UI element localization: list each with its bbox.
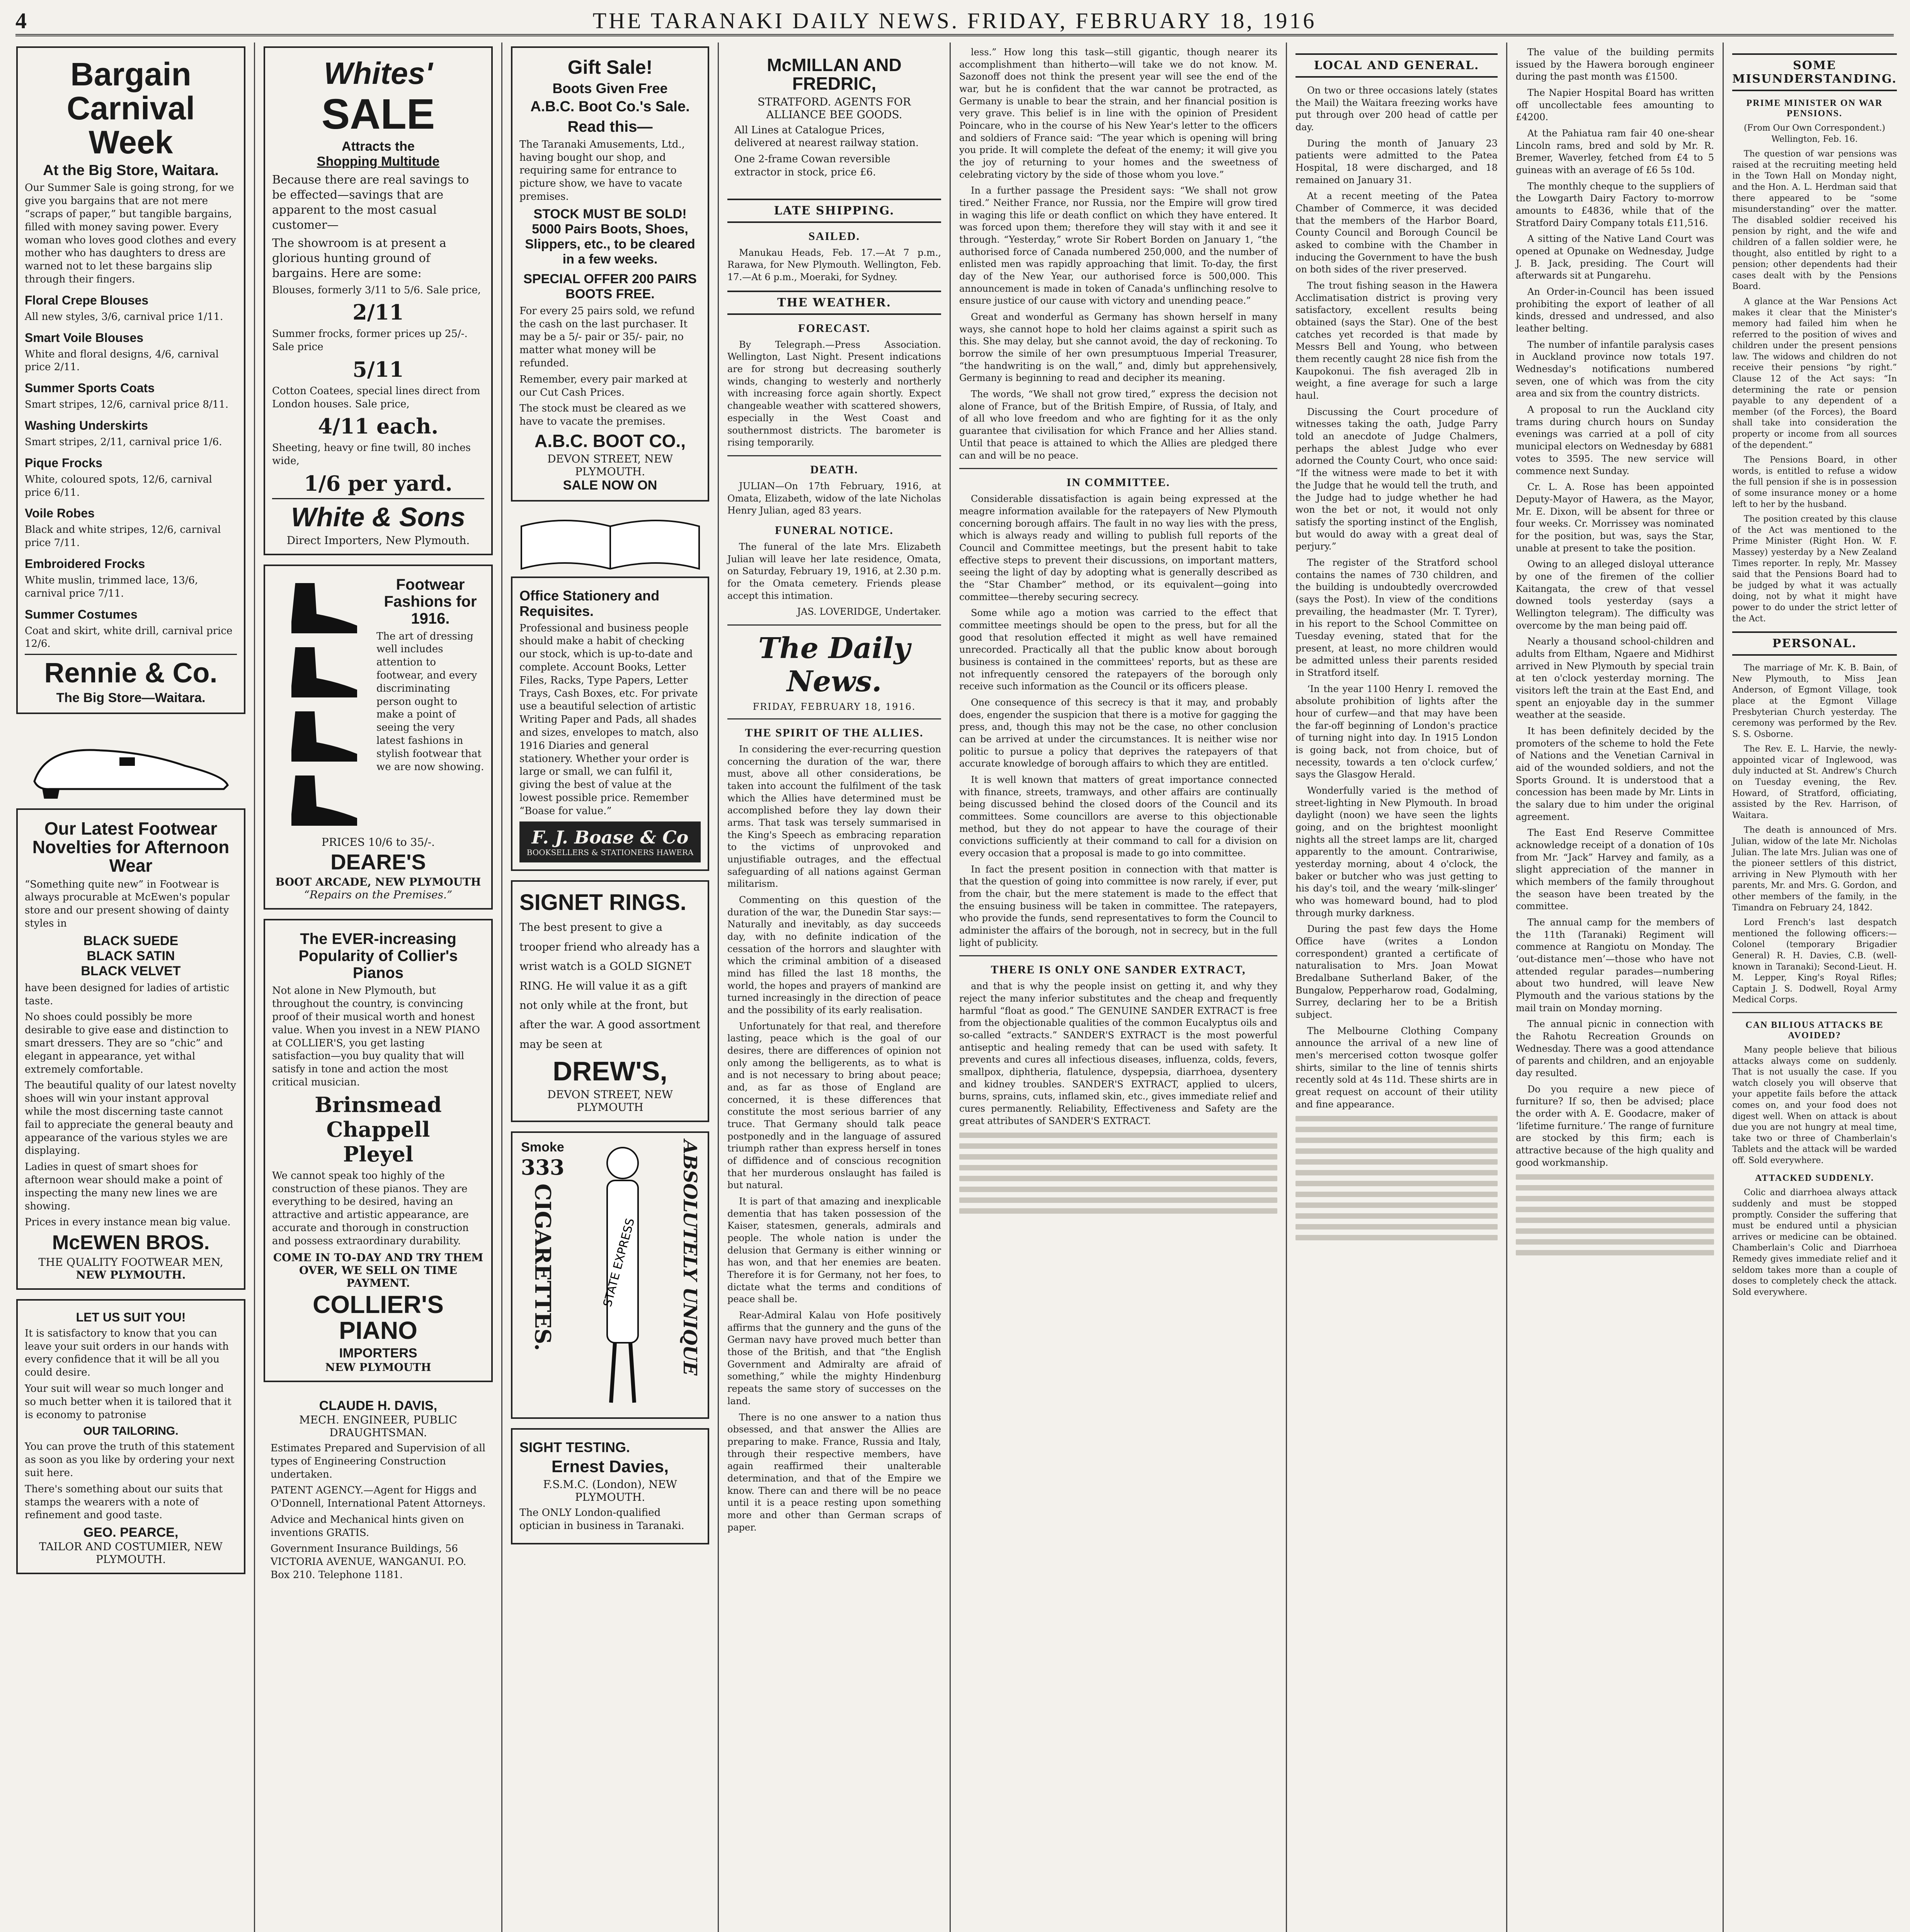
news-paragraph: The monthly cheque to the suppliers of the Lowgarth Dairy Factory to-morrow amounts to £4836, while that of the Stratford Dairy Company totals £11,516. — [1516, 180, 1714, 228]
sander-heading: THERE IS ONLY ONE SANDER EXTRACT, — [991, 963, 1246, 976]
firm-name: McEWEN BROS. — [52, 1231, 210, 1254]
engineer-title: MECH. ENGINEER, PUBLIC DRAUGHTSMAN. — [299, 1413, 457, 1439]
line-black-suede: BLACK SUEDE — [83, 933, 179, 948]
state-express-figure-icon — [584, 1140, 661, 1410]
local-general-heading: LOCAL AND GENERAL. — [1295, 53, 1498, 78]
shipping-heading: LATE SHIPPING. — [727, 199, 941, 223]
item-name: Pique Frocks — [25, 456, 102, 470]
committee-paragraph: Considerable dissatisfaction is again being expressed at the meagre information available for the ratepayers of New Plymouth concerning borough affairs. The fault in no way lies with the press, which is always ready and willing to publish full reports of the Council and Committee meetings, but the present habit to take effective steps to prevent their discussions, on important matters, seeing the light of day by adopting what is generally described as the “Star Chamber” method, or its equivalent—going into committee—thereby securing secrecy. — [959, 493, 1277, 602]
cigarettes-ad — [511, 1131, 709, 1419]
committee-paragraph: One consequence of this secrecy is that it may, and probably does, engender the suspicion that there is a motive for gagging the press, and, though this may not be the case, no other conclusion can be arrived at under the circumstances. It is neither wise nor politic to pursue a policy that deprives the ratepayers of that accurate knowledge of borough affairs to which they are entitled. — [959, 697, 1277, 769]
column-3 — [502, 43, 719, 1932]
shoe-illustration-icon — [23, 723, 239, 801]
ad-text: Because there are real savings to be effected—savings that are apparent to the most casual customer— — [272, 173, 469, 232]
news-paragraph: A glance at the War Pensions Act makes it clear that the Minister's memory had failed him when he referred to the position of wives and children under the present pensions law. The widows and children do not receive their pensions “by right.” Clause 12 of the Act says: “In determining the rate or pension payable to any dependent of a member (of the Forces), the Board shall take into consideration the property or income from all sources of the dependent.” — [1732, 296, 1897, 450]
ad-text: There's something about our suits that stamps the wearers with a note of refinement and good taste. — [25, 1483, 223, 1521]
deal-price: 5/11 — [352, 357, 404, 382]
ad-title: Our Latest Footwear Novelties for Afternoon Wear — [32, 818, 230, 876]
bilious-heading: CAN BILIOUS ATTACKS BE AVOIDED? — [1745, 1020, 1884, 1041]
brand-number: 333 — [521, 1155, 565, 1180]
item-list — [25, 293, 237, 651]
firm-town: NEW PLYMOUTH. — [76, 1268, 186, 1281]
ad-text: Not alone in New Plymouth, but throughout the country, is convincing proof of their musical worth and honest value. When you invest in a NEW PIANO at COLLIER'S, you get lasting satisfaction—you buy quality that will satisfy in tone and action the most critical musician. — [272, 985, 480, 1088]
ad-title: Footwear Fashions for 1916. — [384, 576, 477, 627]
editorial-paragraph: There is no one answer to a nation thus obsessed, and that answer the Allies are preparing to make. France, Russia and Italy, through their respective members, have again reaffirmed their unalterable determination, and that of the Empire we know. There can and there will be no peace until it is a peace resting upon something more and other than German scraps of paper. — [727, 1412, 941, 1533]
editorial-heading: THE SPIRIT OF THE ALLIES. — [745, 726, 924, 739]
news-paragraph: The annual camp for the members of the 11th (Taranaki) Regiment will commence at Rangiotu on Monday. The ‘out-distance men’—those who have not attended regular parades—numbering about two hundred, will leave New Plymouth and the various stations by the mail train on Monday morning. — [1516, 917, 1714, 1014]
firm-address: DEVON STREET, NEW PLYMOUTH. — [547, 452, 673, 478]
page-number: 4 — [15, 8, 27, 33]
ad-subheading: OUR TAILORING. — [83, 1425, 179, 1438]
firm-subtitle: Direct Importers, New Plymouth. — [286, 534, 470, 547]
open-book-icon — [514, 511, 707, 573]
item-name: Summer Sports Coats — [25, 381, 155, 395]
deal-text: Blouses, formerly 3/11 to 5/6. Sale price, — [272, 284, 481, 296]
boot-icon — [280, 707, 365, 765]
ad-text: Estimates Prepared and Supervision of all types of Engineering Construction undertaken. — [271, 1442, 486, 1480]
column-2 — [255, 43, 502, 1932]
firm-name: McMILLAN AND FREDRIC, — [767, 55, 902, 94]
news-paragraph: The position created by this clause of the Act was mentioned to the Prime Minister (Right Hon. W. F. Massey) yesterday by a New Zealand Times reporter. In reply, Mr. Massey said that the Pensions Board had to be judged by what it was actually doing, not by what it might have power to do under the strict letter of the Act. — [1732, 514, 1897, 624]
weather-text: By Telegraph.—Press Association. Wellington, Last Night. Present indications are for strong but decreasing southerly winds, changing to westerly and northerly with increasing force again shortly. Expect changeable weather with scattered showers, especially in the West Coast and southernmost districts. The barometer is rising temporarily. — [727, 339, 941, 448]
deares-footwear-ad — [264, 565, 493, 910]
text-continuation — [1516, 1174, 1714, 1255]
brand-chappell: Chappell — [326, 1117, 430, 1142]
editorial-paragraph: The words, “We shall not grow tired,” express the decision not alone of France, but of the British Empire, of Russia, of Italy, and of all who love freedom and who are fighting for it as the only guarantee that civilisation for which France and her Allies stand. Until that peace is attained to which the Allies are pledged there can and will be no peace. — [959, 389, 1277, 461]
item-name: Smart Voile Blouses — [25, 330, 144, 345]
item-name: Summer Costumes — [25, 607, 138, 621]
deal-row — [272, 385, 484, 439]
ad-text: One 2-frame Cowan reversible extractor in stock, price £6. — [734, 153, 890, 178]
figure-label: STATE EXPRESS — [600, 1216, 637, 1308]
firm-name: A.B.C. Boot Co.'s Sale. — [530, 99, 690, 115]
firm-name: GEO. PEARCE, — [83, 1525, 179, 1540]
firm-subtitle: TAILOR AND COSTUMIER, NEW PLYMOUTH. — [39, 1540, 223, 1566]
ad-text: Professional and business people should make a habit of checking our stock, which is up-to-date and complete. Account Books, Letter Files, Racks, Type Papers, Letter Trays, Cash Boxes, etc. For private use a beautiful selection of artistic Writing Paper and Pads, all shades and sizes, envelopes to match, also 1916 Diaries and general stationery. Whether your order is large or small, we can fulfil it, giving the best of value at the lowest possible price. Remember “Boase for value.” — [519, 622, 699, 817]
boase-logo — [519, 821, 701, 862]
column-5 — [951, 43, 1287, 1932]
ad-text: PATENT AGENCY.—Agent for Higgs and O'Donnell, International Patent Attorneys. — [271, 1485, 486, 1510]
item-name: Voile Robes — [25, 506, 95, 520]
deal-row — [272, 328, 484, 382]
ad-title: SALE — [321, 90, 435, 138]
column-1 — [8, 43, 255, 1932]
ad-text: We cannot speak too highly of the construction of these pianos. They are everything to be desired, having an attractive and artistic appearance, are accurate and thorough in construction and possess extraordinary durability. — [272, 1170, 469, 1247]
news-paragraph: Wonderfully varied is the method of street-lighting in New Plymouth. In broad daylight (noon) we have seen the lights going, and on the brightest moonlight nights all the street lamps are lit, charged apparently to the amount. Contrariwise, yesterday morning, about 4 o'clock, the baker or butcher who was just getting to his day's toil, and the weary ‘milk-slinger’ who was homeward bound, had to plod through murky darkness. — [1295, 785, 1498, 918]
firm-name: White & Sons — [272, 498, 484, 532]
firm-subtitle: STRATFORD. AGENTS FOR ALLIANCE BEE GOODS. — [758, 95, 911, 121]
news-paragraph: The question of war pensions was raised at the recruiting meeting held in the Town Hall on Monday night, and the Hon. A. L. Herdman said that there appeared to be “some misunderstanding” over the matter. The disabled soldier received his pension by right, and the wife and children of a fallen soldier were, he thought, also entitled by right to a pension; other dependents had their cases dealt with by the Pensions Board. — [1732, 149, 1897, 292]
deal-price: 1/6 per yard. — [304, 471, 453, 496]
line-black-velvet: BLACK VELVET — [81, 963, 181, 978]
item-name: Embroidered Frocks — [25, 556, 145, 571]
ad-title: SIGHT TESTING. — [519, 1439, 630, 1455]
news-paragraph: During the month of January 23 patients were admitted to the Patea Hospital, 18 were discharged, and 18 remained on January 31. — [1295, 138, 1498, 185]
news-paragraph: Lord French's last despatch mentioned the following officers:—Colonel (temporary Brigadier General) R. H. Davies, C.B. (well-known in Taranaki); Second-Lieut. H. M. Lepper, King's Royal Rifles; Captain J. S. Dodwell, Royal Army Medical Corps. — [1732, 918, 1897, 1005]
deal-row — [272, 284, 484, 325]
news-paragraph: At a recent meeting of the Patea Chamber of Commerce, it was decided that the members of the Harbor Board, County Council and Borough Council be asked to combine with the Chamber in inducing the Government to have the bush on both sides of the river preserved. — [1295, 190, 1498, 275]
ad-text: All Lines at Catalogue Prices, delivered at nearest railway station. — [734, 124, 919, 149]
mcmillan-fredric-ad — [727, 46, 941, 189]
shipping-subheading: SAILED. — [808, 230, 860, 243]
ad-tagline: “Repairs on the Premises.” — [304, 888, 453, 901]
footwear-novelties-ad — [16, 808, 245, 1290]
ad-highlight: SPECIAL OFFER 200 PAIRS BOOTS FREE. — [523, 271, 697, 301]
firm-subtitle: IMPORTERS — [339, 1345, 417, 1361]
news-paragraph: At the Pahiatua ram fair 40 one-shear Lincoln rams, bred and sold by Mr. R. Bremer, Waverley, fetched from £4 to 5 guineas with an average of £6 5s 10d. — [1516, 128, 1714, 176]
committee-paragraph: In fact the present position in connection with that matter is that the question of going into committee is now rarely, if ever, put from the chair, but the mere statement is made to the effect that the ensuing business will be taken in committee. The ratepayers, who provide the funds, send representatives to form the Council to administer the affairs of the borough, not in secrecy, but in the full light of publicity. — [959, 864, 1277, 948]
brand-pleyel: Pleyel — [343, 1141, 414, 1167]
weather-heading: THE WEATHER. — [727, 291, 941, 315]
ad-text: have been designed for ladies of artistic taste. — [25, 982, 230, 1007]
logo-subtitle: BOOKSELLERS & STATIONERS HAWERA — [526, 848, 694, 857]
ad-text: The stock must be cleared as we have to vacate the premises. — [519, 403, 686, 428]
shipping-text: Manukau Heads, Feb. 17.—At 7 p.m., Rarawa, for New Plymouth. Wellington, Feb. 17.—At 6 p.m., Moeraki, for Sydney. — [727, 247, 941, 283]
office-stationery-ad — [511, 577, 709, 871]
item-desc: Smart stripes, 2/11, carnival price 1/6. — [25, 436, 222, 448]
ad-text: Remember, every pair marked at our Cut Cash Prices. — [519, 373, 688, 398]
ad-title: SIGNET RINGS. — [519, 890, 686, 915]
column-4 — [719, 43, 951, 1932]
attacked-suddenly-text: Colic and diarrhoea always attack suddenly and must be stopped promptly. Consider the suffering that must be endured until a physician arrives or medicine can be obtained. Chamberlain's Colic and Diarrhoea Remedy gives immediate relief and it seldom takes more than a couple of doses to completely check the attack. Sold everywhere. — [1732, 1188, 1897, 1297]
editorial-paragraph: In considering the ever-recurring question concerning the duration of the war, there must, above all other considerations, be taken into account the fulfilment of the task which the Allies have determined must be accomplished before they lay down their arms. That task was tersely summarised in the King's Speech as embracing reparation to the victims of unprovoked and unjustifiable outrages, and the effectual safeguarding of all nations against German militarism. — [727, 743, 941, 889]
news-paragraph: The trout fishing season in the Hawera Acclimatisation district is proving very satisfactory, excellent results being obtained (says the Star). One of the best catches yet recorded is that made by Messrs Bell and Young, who between them recently caught 28 nice fish from the Kaupokonui. The fish averaged 2lb in weight, a fine average for such a large haul. — [1295, 280, 1498, 401]
ad-text: The art of dressing well includes attention to footwear, and every discriminating person ought to make a point of seeing the very latest fashions in stylish footwear that we are now showing. — [376, 630, 484, 773]
sale-now-on: SALE NOW ON — [563, 478, 657, 493]
brand-brinsmead: Brinsmead — [315, 1092, 442, 1117]
text-continuation — [1295, 1116, 1498, 1240]
item-desc: Black and white stripes, 12/6, carnival price 7/11. — [25, 524, 221, 549]
colliers-pianos-ad — [264, 919, 493, 1382]
boot-icon — [280, 643, 365, 701]
news-paragraph: The number of infantile paralysis cases in Auckland province now totals 197. Wednesday's notifications numbered seven, one of which was from the city area and six from the country districts. — [1516, 339, 1714, 399]
edition-date: FRIDAY, FEBRUARY 18, 1916. — [752, 701, 916, 712]
editorial-paragraph: Rear-Admiral Kalau von Hofe positively affirms that the gunnery and the guns of the German navy have proved much better than those of the British, and that “the English Government and Admiralty are afraid of something,” while the mighty Hindenburg repeats the same story of successes on the land. — [727, 1310, 941, 1406]
death-notice: JULIAN—On 17th February, 1916, at Omata, Elizabeth, widow of the late Nicholas Henry Julian, aged 83 years. — [727, 480, 941, 516]
news-paragraph: Nearly a thousand school-children and adults from Eltham, Ngaere and Midhirst arrived in New Plymouth by special train at ten o'clock yesterday morning. The visitors left the train at the East End, and spent an enjoyable day in the summer weather at the seaside. — [1516, 636, 1714, 721]
text-continuation — [959, 1133, 1277, 1214]
ad-title: Office Stationery and Requisites. — [519, 588, 660, 619]
news-paragraph: Cr. L. A. Rose has been appointed Deputy-Mayor of Hawera, as the Mayor, Mr. E. Dixon, will be absent for three or four weeks. Cr. Morrissey was nominated for the position, but was, says the Star, unable at present to take the position. — [1516, 481, 1714, 554]
ad-text: The ONLY London-qualified optician in business in Taranaki. — [519, 1507, 684, 1532]
ad-text: The beautiful quality of our latest novelty shoes will win your instant approval while the most discerning taste cannot fail to appreciate the general beauty and appearance of the various styles we are displaying. — [25, 1080, 236, 1157]
ad-text: Government Insurance Buildings, 56 VICTORIA AVENUE, WANGANUI. P.O. Box 210. Telephone 1181. — [271, 1543, 466, 1581]
deal-text: Sheeting, heavy or fine twill, 80 inches wide, — [272, 442, 471, 467]
price-range: PRICES 10/6 to 35/-. — [321, 835, 435, 849]
column-8 — [1724, 43, 1905, 1932]
editorial-paragraph: Commenting on this question of the duration of the war, the Dunedin Star says:—Naturally and inevitably, as day succeeds day, with no definite indication of the cessation of the horrors and slaughter with which the criminal ambition of a diseased mind has filled the last 18 months, the world, the hopes and prayers of mankind are turned increasingly in the direction of peace and the possibility of its early realisation. — [727, 894, 941, 1015]
news-paragraph: The Rev. E. L. Harvie, the newly-appointed vicar of Inglewood, was duly inducted at St. Andrew's Church on Tuesday evening, the Rev. Howard, of Stratford, officiating, assisted by the Rev. Harrison, of Waitara. — [1732, 744, 1897, 820]
firm-subtitle: THE QUALITY FOOTWEAR MEN, — [38, 1255, 223, 1269]
editorial-paragraph: It is part of that amazing and inexplicable dementia that has taken possession of the Kaiser, statesmen, generals, admirals and people. The whole nation is under the delusion that Germany is either winning or has won, and that her enemies are beaten. Therefore it is for Germany, not her foes, to dictate what the terms and conditions of peace shall be. — [727, 1196, 941, 1305]
ad-text: For every 25 pairs sold, we refund the cash on the last purchaser. It may be a 5/- pair or 35/- pair, no matter what money will be refunded. — [519, 305, 695, 369]
firm-name: A.B.C. BOOT CO., — [535, 431, 686, 451]
news-paragraph: The value of the building permits issued by the Hawera borough engineer during the past month was £1500. — [1516, 47, 1714, 82]
whites-sale-ad — [264, 46, 493, 555]
misunderstanding-heading: SOME MISUNDERSTANDING. — [1732, 53, 1897, 91]
cigarettes-label: CIGARETTES. — [530, 1183, 555, 1351]
smoke-label: Smoke — [521, 1139, 564, 1155]
news-paragraph: The East End Reserve Committee acknowledge receipt of a donation of 10s from Mr. “Jack” Harvey and family, as a slight appreciation of the manner in which members of the family throughout the season have been treated by the committee. — [1516, 827, 1714, 912]
ad-subtitle: Boots Given Free — [552, 80, 668, 96]
bargain-carnival-ad — [16, 46, 245, 714]
ad-title: Bargain Carnival Week — [66, 56, 195, 161]
masthead-title: THE TARANAKI DAILY NEWS. FRIDAY, FEBRUARY 18, 1916 — [592, 8, 1317, 33]
funeral-notice: The funeral of the late Mrs. Elizabeth Julian will leave her late residence, Omata, on Saturday, February 19, 1916, at 2.30 p.m. for the Omata cemetery. Friends please accept this intimation. — [727, 541, 941, 601]
sander-text: and that is why the people insist on getting it, and why they reject the many inferior substitutes and the cheap and frequently harmful “float as good.” The GENUINE SANDER EXTRACT is free from the objectionable qualities of the common Eucalyptus oils and so-called “extracts.” SANDER'S EXTRACT is the most powerful antiseptic and healing remedy that can be used with safety. It prevents and cures all infectious diseases, influenza, colds, fevers, smallpox, diphtheria, flatulence, dyspepsia, diarrhoea, dysentery and kidney troubles. SANDER'S EXTRACT, applied to ulcers, burns, sprains, cuts, inflamed skin, etc., gives immediate relief and cures permanently. Reliability, Effectiveness and Safety are the great attributes of SANDER'S EXTRACT. — [959, 981, 1277, 1126]
ad-tagline: Shopping Multitude — [317, 154, 440, 169]
firm-name: DREW'S, — [553, 1056, 667, 1087]
item-desc: Smart stripes, 12/6, carnival price 8/11. — [25, 399, 229, 411]
ad-text: Ladies in quest of smart shoes for afternoon wear should make a point of inspecting the many new lines we are showing. — [25, 1161, 222, 1212]
item-desc: Coat and skirt, white drill, carnival price 12/6. — [25, 625, 233, 650]
news-paragraph: It has been definitely decided by the promoters of the scheme to hold the Fete of Nations and the Venetian Carnival in aid of the wounded soldiers, and not the Sports Ground. It is understood that a concession has been made by Mr. Lints in the salary due to him under the original agreement. — [1516, 725, 1714, 822]
bilious-text: Many people believe that bilious attacks always come on suddenly. That is not usually the case. If you watch closely you will observe that your appetite fails before the attack comes on, and your food does not digest well. When on attack is about due you are not hungry at meal time, take two or three of Chamberlain's Tablets and the attack will be warded off. Sold everywhere. — [1732, 1045, 1897, 1165]
editorial-paragraph: Unfortunately for that real, and therefore lasting, peace which is the goal of our desires, there are differences of opinion not only among the belligerents, as to what is and is not necessary to bring about peace; and, as far as those of England are concerned, it is these differences that constitute the most serious barrier of any truce. That Germany should talk peace postponedly and in the language of assured triumph rather than express herself in tones of diffidence and of conscious recognition that her murderous onslaught has failed is but natural. — [727, 1020, 941, 1191]
committee-paragraph: Some while ago a motion was carried to the effect that committee meetings should be open to the press, but for all the good that resolution effected it might as well have remained unrecorded. Practically all that the public know about borough business is contained in the committees' reports, but as these are not infrequently censored the ratepayers of the borough only receive such information as the Council or its officers please. — [959, 607, 1277, 692]
ad-title: The EVER-increasing Popularity of Collier's Pianos — [298, 930, 458, 982]
sight-testing-ad — [511, 1428, 709, 1544]
editorial-paragraph: Great and wonderful as Germany has shown herself in many ways, she cannot hope to hold her claims against a spirit such as this. She may delay, but she cannot avoid, the day of reckoning. To borrow the simile of her own presumptuous Imperial Treasurer, “the handwriting is on the wall,” and, dimly but apprehensively, Germany is beginning to read and decipher its meaning. — [959, 311, 1277, 384]
item-name: Floral Crepe Blouses — [25, 293, 149, 307]
committee-paragraph: It is well known that matters of great importance connected with finance, streets, tramways, and other affairs are continually being discussed behind the closed doors of the Council and its committees. Some councillors are averse to this objectionable method, but they do not appear to have the courage of their convictions sufficiently at their command to call for a division on every occasion that a proposal is made to go into committee. — [959, 774, 1277, 859]
column-6 — [1287, 43, 1507, 1932]
firm-name: Rennie & Co. — [25, 654, 237, 688]
logo-text: F. J. Boase & Co — [531, 827, 689, 848]
ad-text: Prices in every instance mean big value. — [25, 1216, 231, 1228]
deal-row — [272, 442, 484, 496]
news-paragraph: The Pensions Board, in other words, is entitled to refuse a widow the full pension if she is in possession of some insurance money or a home left to her by the husband. — [1732, 455, 1897, 509]
death-heading: DEATH. — [810, 463, 858, 476]
ad-text: You can prove the truth of this statement as soon as you like by ordering your next suit here. — [25, 1441, 235, 1479]
ad-cta: COME IN TO-DAY AND TRY THEM OVER, WE SELL ON TIME PAYMENT. — [273, 1251, 483, 1289]
ad-text: It is satisfactory to know that you can leave your suit orders in our hands with every confidence that it will be all you could desire. — [25, 1327, 229, 1379]
item-desc: White, coloured spots, 12/6, carnival price 6/11. — [25, 473, 212, 498]
personal-heading: PERSONAL. — [1732, 631, 1897, 656]
funeral-heading: FUNERAL NOTICE. — [775, 524, 894, 537]
ad-title: Gift Sale! — [567, 56, 653, 78]
correspondent-line: (From Our Own Correspondent.) Wellington, Feb. 16. — [1744, 123, 1885, 144]
editorial-paragraph: less.” How long this task—still gigantic, though nearer its accomplishment than hitherto—will take we do not know. M. Sazonoff does not think the present year will see the end of the war, but he is confident that the war cannot be protracted, as Germany is unable to bear the strain, and her financial position is very grave. This belief is in line with the opinion of President Poincare, who in the course of his New Year's letter to the officers and soldiers of France said: “The year which is opening will bring you pride. It will complete the defeat of the enemy; it will give you the joy of returning to your homes and the sweetness of celebrating victory by the side of those whom you love.” — [959, 47, 1277, 180]
masthead — [15, 7, 1894, 36]
signet-rings-ad — [511, 880, 709, 1122]
ad-intro: “Something quite new” in Footwear is always procurable at McEwen's popular store and our present showing of dainty styles in — [25, 878, 230, 929]
ad-read: Read this— — [567, 118, 653, 135]
firm-subtitle: BOOT ARCADE, NEW PLYMOUTH — [275, 876, 481, 889]
firm-name: Ernest Davies, — [551, 1457, 669, 1476]
ad-title: LET US SUIT YOU! — [76, 1310, 186, 1324]
firm-town: NEW PLYMOUTH — [325, 1361, 431, 1374]
boot-icon — [280, 579, 365, 637]
firm-name: Whites' — [323, 56, 433, 90]
ad-highlight: STOCK MUST BE SOLD! 5000 Pairs Boots, Shoes, Slippers, etc., to be cleared in a few weeks. — [525, 206, 695, 267]
ad-text: No shoes could possibly be more desirable to give ease and distinction to smart dressers. They are so “chic” and elegant in appearance, yet withal extremely comfortable. — [25, 1011, 228, 1075]
ad-text: The Taranaki Amusements, Ltd., having bought our shop, and requiring same for entrance to picture show, we have to vacate premises. — [519, 138, 685, 203]
deal-text: Cotton Coatees, special lines direct from London houses. Sale price, — [272, 385, 480, 410]
news-paragraph: The Napier Hospital Board has written off uncollectable fees amounting to £4200. — [1516, 87, 1714, 123]
deal-price: 4/11 each. — [318, 414, 439, 439]
firm-address: DEVON STREET, NEW PLYMOUTH — [547, 1088, 673, 1114]
line-black-satin: BLACK SATIN — [87, 948, 175, 963]
news-paragraph: ‘In the year 1100 Henry I. removed the absolute prohibition of lights after the hour of curfew—and that may have been the far-off beginning of London's practice of turning night into day. In 1915 London is going back, not from choice, but of necessity, towards a ten o'clock curfew,’ says the Glasgow Herald. — [1295, 683, 1498, 780]
attacked-suddenly-heading: ATTACKED SUDDENLY. — [1755, 1173, 1874, 1184]
item-name: Washing Underskirts — [25, 418, 148, 432]
ad-tagline: Attracts the — [342, 139, 415, 154]
deal-price: 2/11 — [352, 300, 404, 325]
committee-heading: IN COMMITTEE. — [1066, 476, 1170, 489]
misunderstanding-subheading: PRIME MINISTER ON WAR PENSIONS. — [1746, 98, 1883, 119]
deal-text: Summer frocks, former prices up 25/-. Sale price — [272, 328, 468, 353]
absolutely-unique-label: ABSOLUTELY UNIQUE — [679, 1139, 701, 1376]
ad-intro: Our Summer Sale is going strong, for we give you bargains that are not mere “scraps of paper,” but tangible bargains, filled with money saving power. Every woman who loves good clothes and every mother who has daughters to dress are warned not to let these bargains slip through their fingers. — [25, 182, 236, 285]
ad-text: The showroom is at present a glorious hunting ground of bargains. Here are some: — [272, 236, 446, 280]
ad-text: The best present to give a trooper friend who already has a wrist watch is a GOLD SIGNET RING. He will value it as a gift not only while at the front, but after the war. A good assortment may be seen at — [519, 921, 700, 1051]
news-paragraph: During the past few days the Home Office have (writes a London correspondent) granted a certificate of naturalisation to Mrs. Joan Mowat Bredalbane Sutherland Baker, of the Bungalow, Pepperharow road, Godalming, Surrey, declaring her to be a British subject. — [1295, 923, 1498, 1020]
news-paragraph: The death is announced of Mrs. Julian, widow of the late Mr. Nicholas Julian. The late Mrs. Julian was one of the pioneer settlers of this district, arriving in New Plymouth with her parents, Mr. and Mrs. G. Gordon, and other members of the family, in the Timandra on February 24, 1842. — [1732, 825, 1897, 913]
item-desc: White muslin, trimmed lace, 13/6, carnival price 7/11. — [25, 574, 198, 599]
engineer-name: CLAUDE H. DAVIS, — [319, 1398, 437, 1413]
abc-boot-ad — [511, 46, 709, 502]
boot-illustrations — [272, 573, 373, 836]
newspaper-nameplate: The Daily News. — [758, 631, 911, 698]
funeral-signature: JAS. LOVERIDGE, Undertaker. — [797, 606, 941, 617]
editorial-paragraph: In a further passage the President says: “We shall not grow tired.” Neither France, nor Russia, nor the Empire will grow tired in waging this life or death conflict on which they have entered. It was forced upon them; therefore they will stay with it and see it through. “Yesterday,” wrote Sir Robert Borden on January 1, “the authorised force of Canada numbered 250,000, and the number of enlisted men was rapidly approaching that limit. To-day, the first day of the New Year, our authorised force is 500,000. This announcement is made in token of Canada's unflinching resolve to ensure justice of our cause with victory and unending peace.” — [959, 185, 1277, 306]
weather-subheading: FORECAST. — [798, 321, 870, 335]
item-desc: All new styles, 3/6, carnival price 1/11. — [25, 311, 223, 323]
firm-name: COLLIER'S PIANO — [313, 1290, 444, 1344]
ad-subtitle: At the Big Store, Waitara. — [43, 162, 219, 179]
news-paragraph: Do you require a new piece of furniture? If so, then be advised; place the order with A. E. Goodacre, maker of ‘lifetime furniture.’ The range of furniture are stocked by this firm; each is attractive because of the high quality and good workmanship. — [1516, 1083, 1714, 1168]
firm-subtitle: The Big Store—Waitara. — [56, 690, 206, 705]
news-paragraph: The Melbourne Clothing Company announce the arrival of a new line of men's mercerised cotton twosque golfer shirts, similar to the line of tennis shirts recently sold at 4s 11d. These shirts are in great request on account of their utility and fine appearance. — [1295, 1025, 1498, 1110]
news-paragraph: Owing to an alleged disloyal utterance by one of the firemen of the collier Kaitangata, the crew of that vessel downed tools yesterday (says a Wellington telegram). The difficulty was overcome by the man being paid off. — [1516, 559, 1714, 631]
ad-text: Advice and Mechanical hints given on inventions GRATIS. — [271, 1514, 464, 1539]
ad-text: Your suit will wear so much longer and so much better when it is tailored that it is economy to patronise — [25, 1383, 232, 1421]
news-paragraph: The annual picnic in connection with the Rahotu Recreation Grounds on Wednesday. There was a good attendance of parents and children, and an enjoyable day resulted. — [1516, 1019, 1714, 1079]
news-paragraph: A proposal to run the Auckland city trams during church hours on Sunday evenings was carried at a poll of city municipal electors on Wednesday by 6881 votes to 3595. The new service will commence next Sunday. — [1516, 404, 1714, 476]
boot-icon — [280, 772, 365, 830]
firm-name: DEARE'S — [330, 849, 426, 874]
item-desc: White and floral designs, 4/6, carnival price 2/11. — [25, 348, 219, 373]
engineer-ad — [264, 1391, 493, 1592]
firm-qualifications: F.S.M.C. (London), NEW PLYMOUTH. — [543, 1478, 677, 1504]
news-paragraph: The register of the Stratford school contains the names of 730 children, and the building is undoubtedly overcrowded (says the Post). In view of the conditions prevailing, the headmaster (Mr. T. Tyrer), in his report to the School Committee on Tuesday evening, stated that for the present, at least, no more children would be admitted unless their parents resided in Stratford itself. — [1295, 557, 1498, 678]
news-paragraph: Discussing the Court procedure of witnesses taking the oath, Judge Parry told an anecdote of Judge Chalmers, perhaps the ablest Judge who ever adorned the County Court, who once said: “If the witness were made to bet it with the Judge that he would tell the truth, and the Judge had to judge whether he had won the bet or not, it would not only satisfy the sporting instinct of the English, but would do away with a great deal of perjury.” — [1295, 406, 1498, 552]
tailoring-ad — [16, 1299, 245, 1575]
news-paragraph: The marriage of Mr. K. B. Bain, of New Plymouth, to Miss Jean Anderson, of Egmont Village, took place at the Egmont Village Presbyterian Church yesterday. The ceremony was performed by the Rev. S. S. Osborne. — [1732, 663, 1897, 739]
news-paragraph: A sitting of the Native Land Court was opened at Opunake on Wednesday, Judge J. B. Jack, presiding. The Court will afterwards sit at Pungarehu. — [1516, 233, 1714, 281]
news-paragraph: An Order-in-Council has been issued prohibiting the export of leather of all kinds, dressed and undressed, and also leather belting. — [1516, 286, 1714, 334]
news-paragraph: On two or three occasions lately (states the Mail) the Waitara freezing works have put through over 200 head of cattle per day. — [1295, 85, 1498, 133]
column-7 — [1507, 43, 1724, 1932]
